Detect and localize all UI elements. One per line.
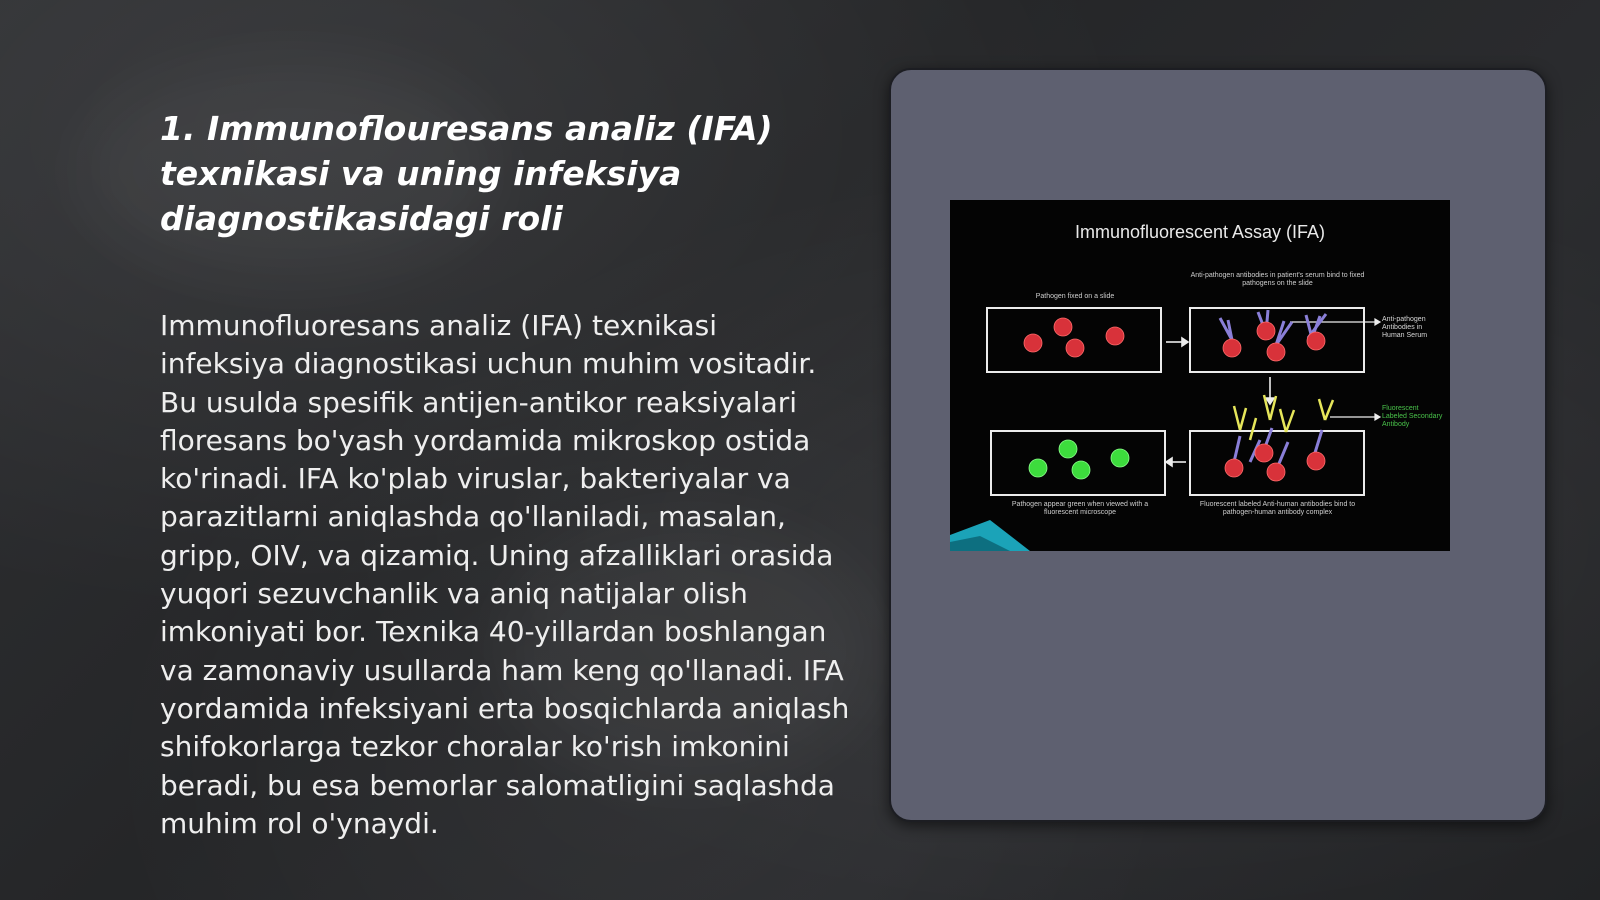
- slide-title: 1. Immunoflouresans analiz (IFA) texnikasi va uning infeksiya diagnostikasidagi roli: [160, 109, 773, 238]
- fluorescent-complex: [1225, 395, 1333, 481]
- figure-title: Immunofluorescent Assay (IFA): [1074, 222, 1326, 242]
- figure-label-top-left: Pathogen fixed on a slide: [1035, 293, 1115, 300]
- figure-label-bottom-right: Fluorescent labeled Anti-human antibodies bind to pathogen-human antibody complex: [1199, 501, 1356, 516]
- pointer-line-icon: [1290, 319, 1380, 325]
- pathogen-cells: [1024, 318, 1124, 357]
- pointer-line-icon: [1330, 414, 1380, 420]
- fluorescent-cells: [1029, 440, 1129, 479]
- arrow-down-icon: [1266, 377, 1274, 404]
- arrow-right-icon: [1166, 338, 1188, 346]
- figure-label-side-top: Anti-pathogen Antibodies in Human Serum: [1382, 316, 1428, 339]
- figure-label-bottom-left: Pathogen appear green when viewed with a fluorescent microscope: [1011, 501, 1149, 516]
- ifa-diagram-image: [950, 200, 1450, 551]
- figure-label-top-right: Anti-pathogen antibodies in patient's serum bind to fixed pathogens on the slide: [1190, 272, 1365, 287]
- figure-label-side-bottom: Fluorescent Labeled Secondary Antibody: [1382, 405, 1443, 428]
- arrow-left-icon: [1166, 458, 1186, 466]
- antibody-complex: [1220, 310, 1326, 361]
- slide-body-text: Immunofluoresans analiz (IFA) texnikasi infeksiya diagnostikasi uchun muhim vositadir. Bu usulda spesifik antijen-antikor reaksiyalari floresans bo'yash yordamida mikroskop ostida ko'rinadi. IFA ko'plab viruslar, bakteriyalar va parazitlarni aniqlashda qo'llaniladi, masalan, gripp, OIV, va qizamiq. Uning afzalliklari orasida yuqori sezuvchanlik va aniq natijalar olish imkoniyati bor. Texnika 40-yillardan boshlangan va zamonaviy usullarda ham keng qo'llanadi. IFA yordamida infeksiyani erta bosqichlarda aniqlash shifokorlarga tezkor choralar ko'rish imkonini beradi, bu esa bemorlar salomatligini saqlashda muhim rol o'ynaydi.: [160, 309, 850, 840]
- ifa-diagram-graphic: [950, 200, 1450, 551]
